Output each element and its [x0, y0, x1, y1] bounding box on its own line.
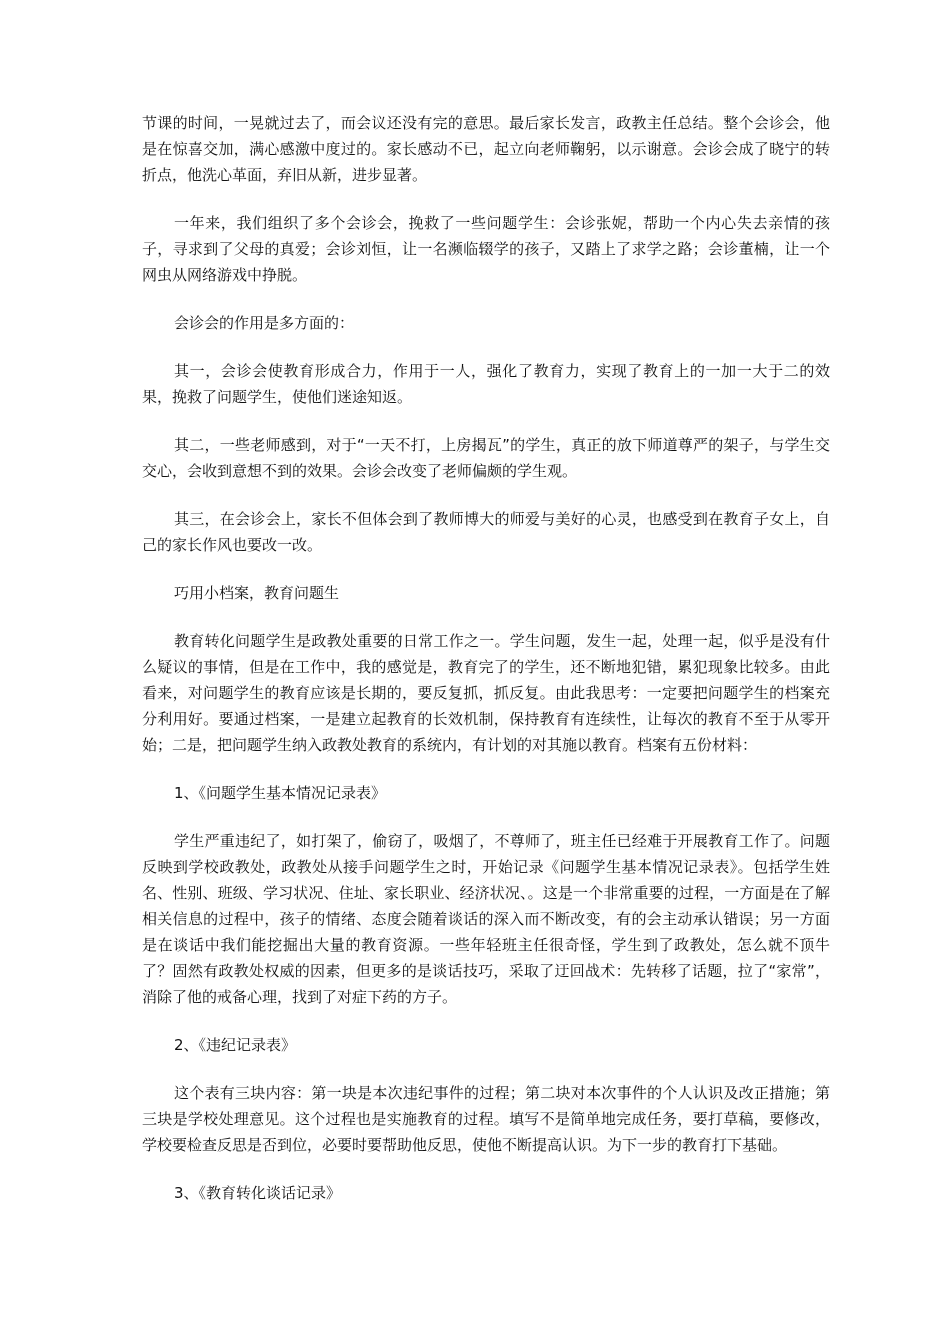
- paragraph-consultations: 一年来，我们组织了多个会诊会，挽救了一些问题学生：会诊张妮，帮助一个内心失去亲情的孩子，寻求到了父母的真爱；会诊刘恒，让一名濒临辍学的孩子，又踏上了求学之路；会诊董楠，让一个网虫从网络游戏中挣脱。: [142, 214, 830, 284]
- paragraph-effect-one: 其一，会诊会使教育形成合力，作用于一人，强化了教育力，实现了教育上的一加一大于二的效果，挽救了问题学生，使他们迷途知返。: [142, 362, 830, 406]
- paragraph-discipline-record: 这个表有三块内容：第一块是本次违纪事件的过程；第二块对本次事件的个人认识及改正措施；第三块是学校处理意见。这个过程也是实施教育的过程。填写不是简单地完成任务，要打草稿，要修改，学校要检查反思是否到位，必要时要帮助他反思，使他不断提高认识。为下一步的教育打下基础。: [142, 1084, 830, 1154]
- paragraph-effect-three: 其三，在会诊会上，家长不但体会到了教师博大的师爱与美好的心灵，也感受到在教育子女上，自己的家长作风也要改一改。: [142, 510, 830, 554]
- list-item-heading-3: 3、《教育转化谈话记录》: [174, 1184, 342, 1202]
- paragraph-continuation: 节课的时间，一晃就过去了，而会议还没有完的意思。最后家长发言，政教主任总结。整个会诊会，他是在惊喜交加，满心感激中度过的。家长感动不已，起立向老师鞠躬，以示谢意。会诊会成了晓宁的转折点，他洗心革面，弃旧从新，进步显著。: [142, 114, 830, 184]
- section-heading: 巧用小档案，教育问题生: [174, 584, 340, 602]
- paragraph-effect-two: 其二，一些老师感到，对于“一天不打，上房揭瓦”的学生，真正的放下师道尊严的架子，与学生交交心，会收到意想不到的效果。会诊会改变了老师偏颇的学生观。: [142, 436, 830, 480]
- paragraph-effects-intro: 会诊会的作用是多方面的：: [174, 314, 355, 332]
- paragraph-basic-info: 学生严重违纪了，如打架了，偷窃了，吸烟了，不尊师了，班主任已经难于开展教育工作了。问题反映到学校政教处，政教处从接手问题学生之时，开始记录《问题学生基本情况记录表》。包括学生姓名、性别、班级、学习状况、住址、家长职业、经济状况、。这是一个非常重要的过程，一方面是在了解相关信息的过程中，孩子的情绪、态度会随着谈话的深入而不断改变，有的会主动承认错误；另一方面是在谈话中我们能挖掘出大量的教育资源。一些年轻班主任很奇怪，学生到了政教处，怎么就不顶牛了？固然有政教处权威的因素，但更多的是谈话技巧，采取了迂回战术：先转移了话题，拉了“家常”，消除了他的戒备心理，找到了对症下药的方子。: [142, 832, 830, 1006]
- list-item-heading-2: 2、《违纪记录表》: [174, 1036, 297, 1054]
- list-item-heading-1: 1、《问题学生基本情况记录表》: [174, 784, 387, 802]
- paragraph-archive-intro: 教育转化问题学生是政教处重要的日常工作之一。学生问题，发生一起，处理一起，似乎是没有什么疑议的事情，但是在工作中，我的感觉是，教育完了的学生，还不断地犯错，累犯现象比较多。由此看来，对问题学生的教育应该是长期的，要反复抓，抓反复。由此我思考：一定要把问题学生的档案充分利用好。要通过档案，一是建立起教育的长效机制，保持教育有连续性，让每次的教育不至于从零开始；二是，把问题学生纳入政教处教育的系统内，有计划的对其施以教育。档案有五份材料：: [142, 632, 830, 754]
- document-body: [142, 110, 830, 1228]
